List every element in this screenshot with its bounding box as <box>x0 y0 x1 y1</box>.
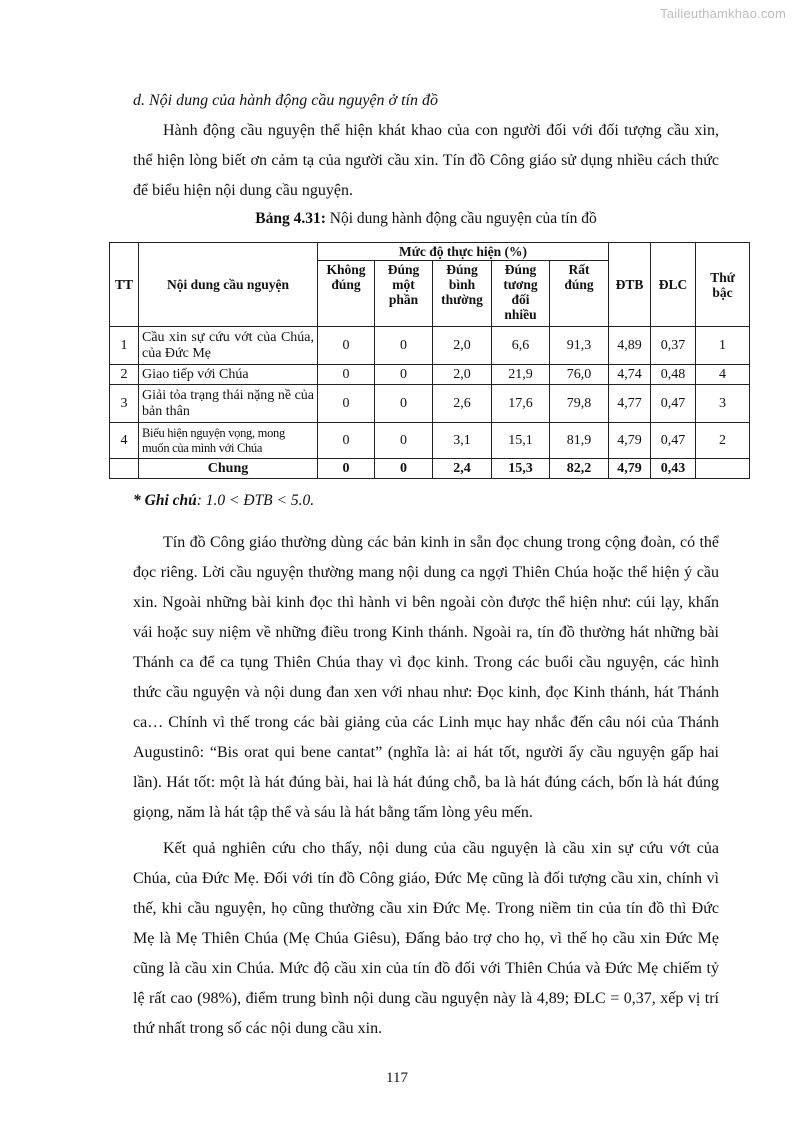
body-section <box>133 528 719 1044</box>
cell-rank: 4 <box>696 365 750 385</box>
cell-rank: 1 <box>696 327 750 365</box>
cell-content: Giao tiếp với Chúa <box>139 365 318 385</box>
cell-rank: 2 <box>696 423 750 459</box>
cell-v5: 79,8 <box>550 385 609 423</box>
cell-dtb: 4,79 <box>609 423 651 459</box>
header-rank: Thứ bậc <box>696 243 750 327</box>
cell-v2: 0 <box>375 423 433 459</box>
intro-paragraph: Hành động cầu nguyện thể hiện khát khao của con người đối với đối tượng cầu xin, thể hiện lòng biết ơn cảm tạ của người cầu xin. Tín đồ Công giáo sử dụng nhiều cách thức để biểu hiện nội dung cầu nguyện. <box>133 122 719 199</box>
cell-dtb: 4,74 <box>609 365 651 385</box>
table-row <box>110 423 750 459</box>
cell-v5: 81,9 <box>550 423 609 459</box>
cell-v3: 2,6 <box>433 385 492 423</box>
cell-rank <box>696 459 750 479</box>
cell-dlc: 0,48 <box>651 365 696 385</box>
table-row <box>110 365 750 385</box>
cell-tt: 4 <box>110 423 139 459</box>
note-text: : 1.0 < ĐTB < 5.0. <box>196 492 315 509</box>
cell-content: Cầu xin sự cứu vớt của Chúa, của Đức Mẹ <box>139 327 318 365</box>
watermark: Tailieuthamkhao.com <box>660 6 786 21</box>
header-level-1: Không đúng <box>318 261 375 327</box>
intro-section <box>133 92 719 232</box>
page-number: 117 <box>386 1070 408 1086</box>
cell-v1: 0 <box>318 365 375 385</box>
cell-v2: 0 <box>375 327 433 365</box>
total-label: Chung <box>139 459 318 479</box>
header-level-5: Rất đúng <box>550 261 609 327</box>
cell-rank: 3 <box>696 385 750 423</box>
table-total-row <box>110 459 750 479</box>
cell-v1: 0 <box>318 385 375 423</box>
cell-v5: 82,2 <box>550 459 609 479</box>
cell-dlc: 0,47 <box>651 423 696 459</box>
header-level-4: Đúng tương đối nhiều <box>492 261 550 327</box>
cell-v4: 6,6 <box>492 327 550 365</box>
cell-v4: 21,9 <box>492 365 550 385</box>
note-label: * Ghi chú <box>133 492 197 509</box>
table-note <box>133 492 314 510</box>
cell-tt: 1 <box>110 327 139 365</box>
cell-dtb: 4,77 <box>609 385 651 423</box>
section-heading: d. Nội dung của hành động cầu nguyện ở tín đồ <box>133 92 438 109</box>
table-row <box>110 327 750 365</box>
cell-dlc: 0,47 <box>651 385 696 423</box>
header-level-2: Đúng một phần <box>375 261 433 327</box>
cell-v3: 2,0 <box>433 365 492 385</box>
header-content: Nội dung cầu nguyện <box>139 243 318 327</box>
cell-v2: 0 <box>375 385 433 423</box>
header-tt: TT <box>110 243 139 327</box>
header-level-group: Mức độ thực hiện (%) <box>318 243 609 261</box>
cell-v4: 15,1 <box>492 423 550 459</box>
cell-dlc: 0,37 <box>651 327 696 365</box>
table-caption-title: Nội dung hành động cầu nguyện của tín đồ <box>329 210 597 227</box>
cell-v2: 0 <box>375 459 433 479</box>
cell-v1: 0 <box>318 423 375 459</box>
cell-tt: 3 <box>110 385 139 423</box>
cell-tt: 2 <box>110 365 139 385</box>
cell-dlc: 0,43 <box>651 459 696 479</box>
cell-content: Biểu hiện nguyện vọng, mong muốn của mình với Chúa <box>139 423 318 459</box>
cell-v3: 2,0 <box>433 327 492 365</box>
cell-v1: 0 <box>318 327 375 365</box>
header-level-3: Đúng bình thường <box>433 261 492 327</box>
table-header-row <box>110 243 750 261</box>
cell-v5: 91,3 <box>550 327 609 365</box>
cell-v4: 15,3 <box>492 459 550 479</box>
cell-tt <box>110 459 139 479</box>
table-caption-label: Bảng 4.31: <box>255 210 326 227</box>
cell-dtb: 4,79 <box>609 459 651 479</box>
table-caption <box>133 210 719 228</box>
cell-v4: 17,6 <box>492 385 550 423</box>
cell-v5: 76,0 <box>550 365 609 385</box>
header-dtb: ĐTB <box>609 243 651 327</box>
paragraph-3: Kết quả nghiên cứu cho thấy, nội dung của cầu nguyện là cầu xin sự cứu vớt của Chúa, của Đức Mẹ. Đối với tín đồ Công giáo, Đức Mẹ cũng là đối tượng cầu xin, chính vì thế, khi cầu nguyện, họ cũng thường cầu xin Đức Mẹ. Trong niềm tin của tín đồ thì Đức Mẹ là Mẹ Thiên Chúa (Mẹ Chúa Giêsu), Đấng bảo trợ cho họ, vì thế họ cầu xin Đức Mẹ cũng là cầu xin Chúa. Mức độ cầu xin của tín đồ đối với Thiên Chúa và Đức Mẹ chiếm tỷ lệ rất cao (98%), điểm trung bình nội dung cầu nguyện này là 4,89; ĐLC = 0,37, xếp vị trí thứ nhất trong số các nội dung cầu xin. <box>133 840 719 1037</box>
header-dlc: ĐLC <box>651 243 696 327</box>
cell-dtb: 4,89 <box>609 327 651 365</box>
prayer-content-table <box>109 242 750 479</box>
cell-v3: 2,4 <box>433 459 492 479</box>
cell-content: Giải tỏa trạng thái nặng nề của bản thân <box>139 385 318 423</box>
table-row <box>110 385 750 423</box>
cell-v3: 3,1 <box>433 423 492 459</box>
paragraph-2: Tín đồ Công giáo thường dùng các bản kinh in sẵn đọc chung trong cộng đoàn, có thể đọc riêng. Lời cầu nguyện thường mang nội dung ca ngợi Thiên Chúa hoặc thể hiện ý cầu xin. Ngoài những bài kinh đọc thì hành vi bên ngoài còn được thể hiện như: cúi lạy, khấn vái hoặc suy niệm về những điều trong Kinh thánh. Ngoài ra, tín đồ thường hát những bài Thánh ca để ca tụng Thiên Chúa thay vì đọc kinh. Trong các buổi cầu nguyện, các hình thức cầu nguyện và nội dung đan xen với nhau như: Đọc kinh, đọc Kinh thánh, hát Thánh ca… Chính vì thế trong các bài giảng của các Linh mục hay nhắc đến câu nói của Thánh Augustinô: “Bis orat qui bene cantat” (nghĩa là: ai hát tốt, người ấy cầu nguyện gấp hai lần). Hát tốt: một là hát đúng bài, hai là hát đúng chỗ, ba là hát đúng cách, bốn là hát đúng giọng, năm là hát tập thể và sáu là hát bằng tấm lòng yêu mến. <box>133 534 719 821</box>
cell-v1: 0 <box>318 459 375 479</box>
cell-v2: 0 <box>375 365 433 385</box>
